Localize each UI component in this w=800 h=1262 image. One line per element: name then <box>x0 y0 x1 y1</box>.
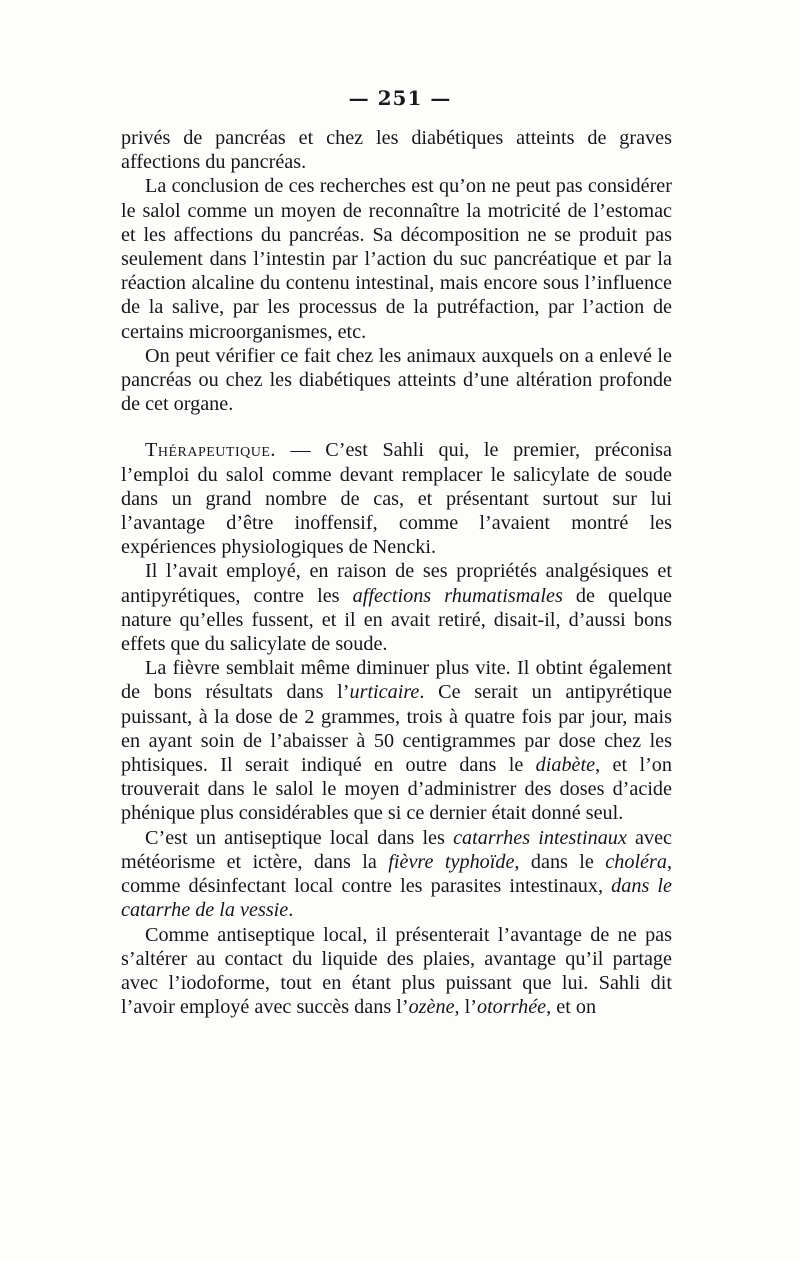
italic-run: choléra <box>605 850 667 873</box>
text-run: . <box>288 899 294 922</box>
paragraph <box>121 826 672 923</box>
text-run: de quelque nature qu’elles fussent, et il en avait retiré, disait-il, d’aussi bons effets que du salicylate de soude. <box>121 584 672 656</box>
italic-run: diabète <box>535 754 596 777</box>
text-run: , et on <box>546 996 597 1019</box>
text-run: , dans le <box>514 850 606 873</box>
paragraph <box>121 559 672 656</box>
paragraph: On peut vérifier ce fait chez les animaux auxquels on a enlevé le pancréas ou chez les diabétiques atteints d’une altération profonde de cet organe. <box>121 344 672 416</box>
text-run: La fièvre semblait même diminuer plus vite. Il obtint également de bons résultats dans l’ <box>121 657 672 704</box>
text-run: . Ce serait un antipyrétique puissant, à la dose de 2 grammes, trois à quatre fois par jour, mais en ayant soin de l’abaisser à 50 centigrammes par dose chez les phtisiques. Il serait indiqué en outre dans le <box>121 681 672 777</box>
page-number: — 251 — <box>348 86 452 110</box>
italic-run: fièvre typhoïde <box>388 850 515 873</box>
italic-run: catarrhes intestinaux <box>453 826 627 849</box>
paragraph-text: — C’est Sahli qui, le premier, préconisa l’emploi du salol comme devant remplacer le salicylate de soude dans un grand nombre de cas, et présentant surtout sur lui l’avantage d’être inoffensif, comme l’avaient montré les expériences physiologiques de Nencki. <box>121 439 672 559</box>
text-run: , comme désinfectant local contre les parasites intestinaux, <box>121 850 673 898</box>
paragraph <box>121 923 672 1020</box>
italic-run: urticaire <box>349 681 420 704</box>
text-run: avec météorisme et ictère, dans la <box>121 826 672 873</box>
paragraph <box>121 656 672 825</box>
section-gap <box>121 416 672 438</box>
paragraph: La conclusion de ces recherches est qu’on ne peut pas considérer le salol comme un moyen de reconnaître la motricité de l’estomac et les affections du pancréas. Sa décomposition ne se produit pas seulement dans l’intestin par l’action du suc pancréatique et par la réaction alcaline du contenu intestinal, mais encore sous l’influence de la salive, par les processus de la putréfaction, par l’action de certains microorganismes, etc. <box>121 175 672 343</box>
italic-run: dans le catarrhe de la vessie <box>121 875 672 922</box>
text-run: C’est un antiseptique local dans les <box>145 826 454 849</box>
italic-run: ozène <box>408 996 455 1019</box>
italic-run: otorrhée <box>476 996 547 1019</box>
text-run: , l’ <box>454 996 477 1019</box>
italic-run: affections rhumatismales <box>352 584 563 607</box>
section-heading: Thérapeutique. <box>145 439 276 462</box>
text-run: Comme antiseptique local, il présenterait l’avantage de ne pas s’altérer au contact du liquide des plaies, avantage qu’il partage avec l’iodoforme, tout en étant plus puissant que lui. Sahli dit l’avoir employé avec succès dans l’ <box>121 923 672 1019</box>
text-run: , et l’on trouverait dans le salol le moyen d’administrer des doses d’acide phénique plus considérables que si ce dernier était donné seul. <box>121 754 672 825</box>
paragraph: privés de pancréas et chez les diabétiques atteints de graves affections du pancréas. <box>121 127 672 174</box>
paragraph-therapeutique <box>121 438 672 559</box>
body-text <box>121 126 672 1019</box>
text-run: Il l’avait employé, en raison de ses propriétés analgésiques et antipyrétiques, contre les <box>121 560 672 607</box>
